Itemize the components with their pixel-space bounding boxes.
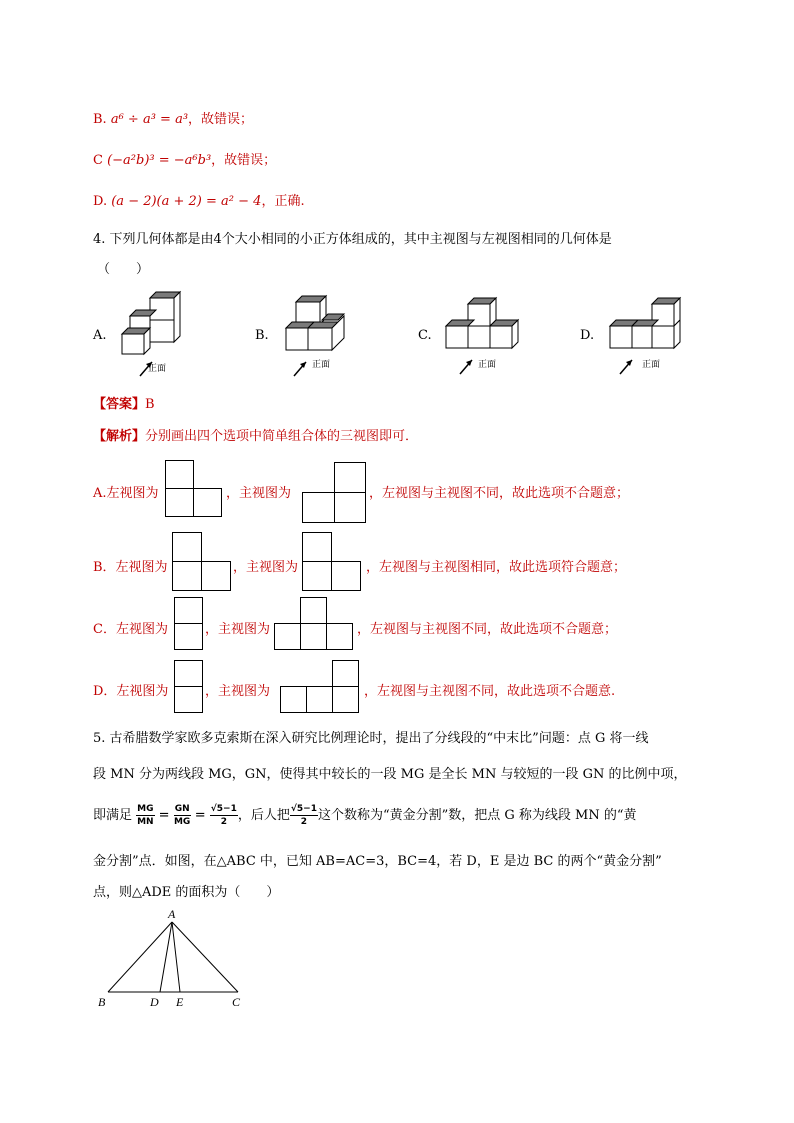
q4-option-c-label: C. xyxy=(418,328,432,343)
answer-line xyxy=(93,393,155,412)
q5-frac3-den: 2 xyxy=(220,817,227,827)
q5-line-3-c: 这个数称为“黄金分割”数，把点 G 称为线段 MN 的“黄 xyxy=(317,808,637,823)
answer-value: B xyxy=(145,397,155,412)
view-d-label: D．左视图为 xyxy=(93,684,169,699)
triangle-figure xyxy=(96,904,256,1014)
view-a-label: A.左视图为 xyxy=(93,486,159,501)
view-d-main-grid xyxy=(280,660,360,714)
q4-option-d-label: D. xyxy=(580,328,595,343)
option-c-line xyxy=(93,149,276,168)
analysis-line xyxy=(93,425,418,444)
option-d-tail: ，正确. xyxy=(261,194,305,209)
view-c-mid: ，主视图为 xyxy=(205,622,271,637)
view-d-left-grid xyxy=(174,660,204,714)
view-c-left-grid xyxy=(174,597,204,651)
q5-frac1-num: MG xyxy=(137,804,154,814)
q4-figure-d-front-label: 正面 xyxy=(642,360,661,370)
q4-option-b-label: B. xyxy=(255,328,269,343)
q5-equals-2: = xyxy=(194,808,206,823)
option-b-tail: ，故错误； xyxy=(188,112,254,127)
triangle-side-ab xyxy=(108,922,172,992)
q5-line-2: 段 MN 分为两线段 MG，GN，使得其中较长的一段 MG 是全长 MN 与较短的一段 GN 的比例中项， xyxy=(93,767,687,782)
q5-equals-1: = xyxy=(158,808,170,823)
q5-frac2-num: GN xyxy=(174,804,190,814)
vertex-b-label: B xyxy=(98,995,106,1009)
q4-stem: 4. 下列几何体都是由4个大小相同的小正方体组成的，其中主视图与左视图相同的几何体是 xyxy=(93,232,612,247)
q5-line-3-a: 即满足 xyxy=(93,808,133,823)
segment-ae xyxy=(172,922,180,992)
view-b-label: B．左视图为 xyxy=(93,560,168,575)
q4-figure-a-front-label: 正面 xyxy=(148,364,167,374)
view-b-main-grid xyxy=(302,532,362,592)
q5-frac1-den: MN xyxy=(137,817,154,827)
view-b-left-grid xyxy=(172,532,232,592)
q5-line-4: 金分割”点．如图，在△ABC 中，已知 AB=AC=3，BC=4，若 D，E 是边 BC 的两个“黄金分割” xyxy=(93,854,662,869)
analysis-text: 分别画出四个选项中简单组合体的三视图即可． xyxy=(145,429,419,444)
point-d-label: D xyxy=(150,995,159,1009)
view-a-mid: ，主视图为 xyxy=(226,486,292,501)
option-c-label: C xyxy=(93,153,108,168)
q5-line-1: 5. 古希腊数学家欧多克索斯在深入研究比例理论时，提出了分线段的“中末比”问题：点 G 将一线 xyxy=(93,731,649,746)
option-b-line xyxy=(93,108,253,127)
view-a-main-grid xyxy=(302,462,366,524)
view-c-label: C．左视图为 xyxy=(93,622,168,637)
q5-fraction-golden xyxy=(210,803,238,828)
option-c-math: (−a²b)³ = −a⁶b³ xyxy=(107,153,212,168)
view-c-main-grid xyxy=(274,597,354,651)
option-d-label: D. xyxy=(93,194,112,209)
triangle-side-ac xyxy=(172,922,238,992)
view-c-tail: ，左视图与主视图不同，故此选项不合题意； xyxy=(357,622,618,637)
option-d-math: (a − 2)(a + 2) = a² − 4 xyxy=(111,194,262,209)
q5-frac4-num: √5−1 xyxy=(290,804,317,814)
view-d-mid: ，主视图为 xyxy=(205,684,271,699)
q5-frac4-den: 2 xyxy=(300,817,308,827)
q5-line-3-b: ，后人把 xyxy=(237,808,290,823)
option-d-line xyxy=(93,190,305,209)
q4-option-a-label: A. xyxy=(93,328,107,343)
q4-figure-b-front-label: 正面 xyxy=(312,360,331,370)
q5-frac2-den: MG xyxy=(173,817,191,827)
q5-fraction-mg-mn xyxy=(136,803,154,828)
option-b-label: B. xyxy=(93,112,111,127)
option-b-math: a⁶ ÷ a³ = a³ xyxy=(110,112,189,127)
vertex-a-label: A xyxy=(168,907,176,921)
q4-paren: （ ） xyxy=(97,262,150,277)
view-a-left-grid xyxy=(165,460,223,518)
q5-line-5: 点，则△ADE 的面积为（ ） xyxy=(93,885,280,900)
vertex-c-label: C xyxy=(232,995,241,1009)
view-d-tail: ，左视图与主视图不同，故此选项不合题意. xyxy=(364,684,616,699)
point-e-label: E xyxy=(176,995,184,1009)
view-b-mid: ，主视图为 xyxy=(233,560,299,575)
q5-frac3-num: √5−1 xyxy=(210,804,237,814)
view-b-tail: ，左视图与主视图相同，故此选项符合题意； xyxy=(366,560,627,575)
q5-line-3 xyxy=(93,803,637,828)
option-c-tail: ，故错误； xyxy=(211,153,277,168)
view-a-tail: ，左视图与主视图不同，故此选项不合题意； xyxy=(369,486,630,501)
q5-fraction-golden-2 xyxy=(290,803,318,828)
q4-figure-c-front-label: 正面 xyxy=(478,360,497,370)
analysis-tag: 【解析】 xyxy=(93,429,146,444)
answer-tag: 【答案】 xyxy=(93,397,146,412)
q5-fraction-gn-mg xyxy=(174,803,191,828)
